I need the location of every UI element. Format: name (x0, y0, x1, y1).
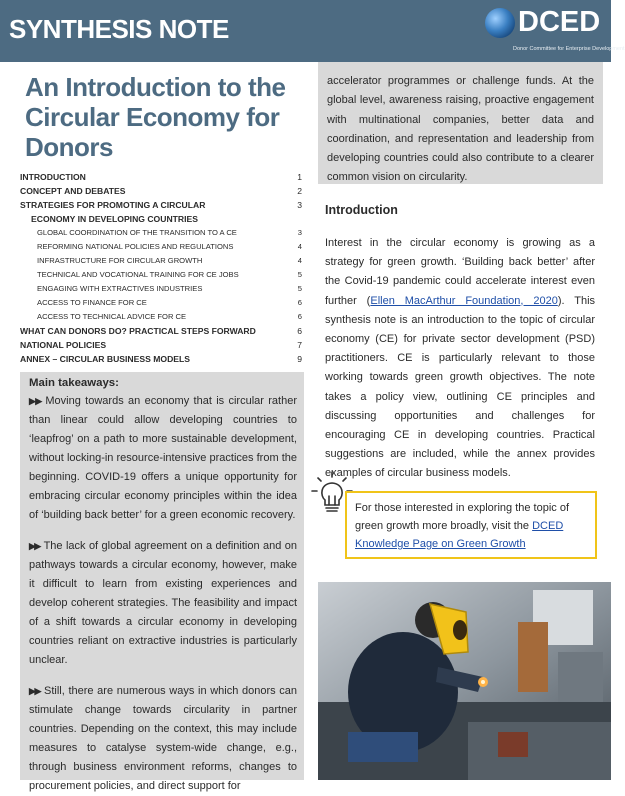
toc-entry[interactable] (20, 296, 302, 310)
toc-entry-label: ACCESS TO TECHNICAL ADVICE FOR CE (37, 312, 187, 321)
toc-entry-page: 4 (297, 242, 302, 251)
main-takeaways-box (20, 372, 304, 792)
toc-entry-label: INTRODUCTION (20, 172, 86, 182)
header-banner (0, 0, 625, 62)
toc-entry[interactable] (20, 184, 302, 198)
toc-entry-page: 9 (297, 354, 302, 364)
table-of-contents (20, 170, 302, 366)
title-line: Donors (25, 132, 113, 162)
toc-entry-page: 2 (297, 186, 302, 196)
section-heading: Introduction (325, 203, 398, 217)
double-arrow-icon: ▶▶ (29, 396, 42, 406)
toc-entry-label: ANNEX – CIRCULAR BUSINESS MODELS (20, 354, 190, 364)
toc-entry-label: TECHNICAL AND VOCATIONAL TRAINING FOR CE JOBS (37, 270, 239, 279)
takeaways-continued-text: accelerator programmes or challenge funds. At the global level, awareness raising, proactive engagement with multinational companies, better data and coordination, and representation and leadership from developing countries could also contribute to a clearer common vision on circularity. (327, 75, 594, 184)
toc-entry[interactable] (20, 352, 302, 366)
toc-entry-page: 1 (297, 172, 302, 182)
workshop-photo (318, 582, 611, 780)
toc-entry[interactable] (20, 282, 302, 296)
dced-knowledge-page-link[interactable]: DCED Knowledge Page on Green Growth (355, 520, 564, 550)
document-type-label: SYNTHESIS NOTE (9, 14, 229, 44)
takeaway-item: ▶▶ Still, there are numerous ways in which donors can stimulate change towards circularity in partner countries. Depending on the context, this may include measures to catalyse system-wide change, e.g., through business environment reforms, changes to procurement policies, and direct support for (29, 685, 297, 792)
toc-entry-label: REFORMING NATIONAL POLICIES AND REGULATIONS (37, 242, 234, 251)
toc-entry[interactable] (20, 226, 302, 240)
toc-entry-page: 5 (297, 284, 302, 293)
toc-entry-label: GLOBAL COORDINATION OF THE TRANSITION TO A CE (37, 228, 237, 237)
callout-text: For those interested in exploring the topic of green growth more broadly, visit the DCED Knowledge Page on Green Growth (355, 502, 570, 550)
toc-entry-page: 3 (297, 228, 302, 237)
title-line: Circular Economy for (25, 102, 280, 132)
intro-paragraph: Interest in the circular economy is growing as a strategy for green growth. ‘Building back better’ after the Covid-19 pandemic could accelerate interest even further (Ellen MacArthur Foundation, 2020). This synthesis note is an introduction to the topic of circular economy (CE) for private sector development (PSD) practitioners. CE is particularly relevant to those working towards green growth objectives. The note takes a policy view, outlining CE principles and discussing opportunities and challenges for encouraging CE in developing countries. Practical suggestions are included, while the annex provides examples of circular business models. (325, 237, 596, 480)
toc-entry-page: 6 (297, 326, 302, 336)
toc-entry[interactable] (20, 268, 302, 282)
toc-entry-page: 5 (297, 270, 302, 279)
toc-entry-label: NATIONAL POLICIES (20, 340, 107, 350)
takeaway-item: ▶▶ The lack of global agreement on a definition and on pathways towards a circular economy, however, make it difficult to learn from existing experiences and develop coherent strategies. The feasibility and impact of a shift towards a circular economy in developing countries reliant on extractive industries is particularly unclear. (29, 540, 297, 666)
toc-entry-page: 3 (297, 200, 302, 210)
toc-entry-page: 6 (297, 312, 302, 321)
introduction-section (325, 203, 595, 484)
logo-subtitle: Donor Committee for Enterprise Development (513, 46, 625, 52)
logo-wordmark: DCED (518, 6, 601, 38)
toc-entry[interactable] (20, 254, 302, 268)
page-title (25, 72, 304, 162)
toc-entry[interactable] (20, 198, 302, 212)
title-line: An Introduction to the (25, 72, 286, 102)
green-growth-callout (345, 491, 597, 559)
toc-entry-page: 4 (297, 256, 302, 265)
toc-entry-label: INFRASTRUCTURE FOR CIRCULAR GROWTH (37, 256, 203, 265)
double-arrow-icon: ▶▶ (29, 686, 41, 696)
left-column (20, 62, 304, 366)
welder-photo-illustration (318, 582, 611, 780)
toc-entry-page: 7 (297, 340, 302, 350)
toc-entry-label: STRATEGIES FOR PROMOTING A CIRCULAR (20, 200, 206, 210)
ellen-macarthur-link[interactable]: Ellen MacArthur Foundation, 2020 (370, 294, 558, 307)
toc-entry-page: 6 (297, 298, 302, 307)
toc-entry[interactable] (20, 212, 302, 226)
toc-entry-label: ENGAGING WITH EXTRACTIVES INDUSTRIES (37, 284, 203, 293)
toc-entry-label: ACCESS TO FINANCE FOR CE (37, 298, 147, 307)
takeaways-heading: Main takeaways: (29, 377, 119, 389)
takeaway-item: ▶▶ Moving towards an economy that is circular rather than linear could allow developing countries to ‘leapfrog’ on a path to more sustainable development, without locking-in resource-intensive practices from the beginning. COVID-19 offers a unique opportunity for embracing circular economy principles within the idea of ‘building back better’ for a green economic recovery. (29, 395, 298, 521)
dced-logo (485, 6, 625, 58)
toc-entry[interactable] (20, 240, 302, 254)
takeaways-continued-box (318, 62, 603, 184)
toc-entry[interactable] (20, 170, 302, 184)
toc-entry-label: WHAT CAN DONORS DO? PRACTICAL STEPS FORWARD (20, 326, 256, 336)
double-arrow-icon: ▶▶ (29, 541, 40, 551)
toc-entry-label: CONCEPT AND DEBATES (20, 186, 126, 196)
globe-icon (485, 8, 515, 38)
toc-entry[interactable] (20, 338, 302, 352)
toc-entry-label: ECONOMY IN DEVELOPING COUNTRIES (31, 214, 198, 224)
toc-entry[interactable] (20, 310, 302, 324)
toc-entry[interactable] (20, 324, 302, 338)
